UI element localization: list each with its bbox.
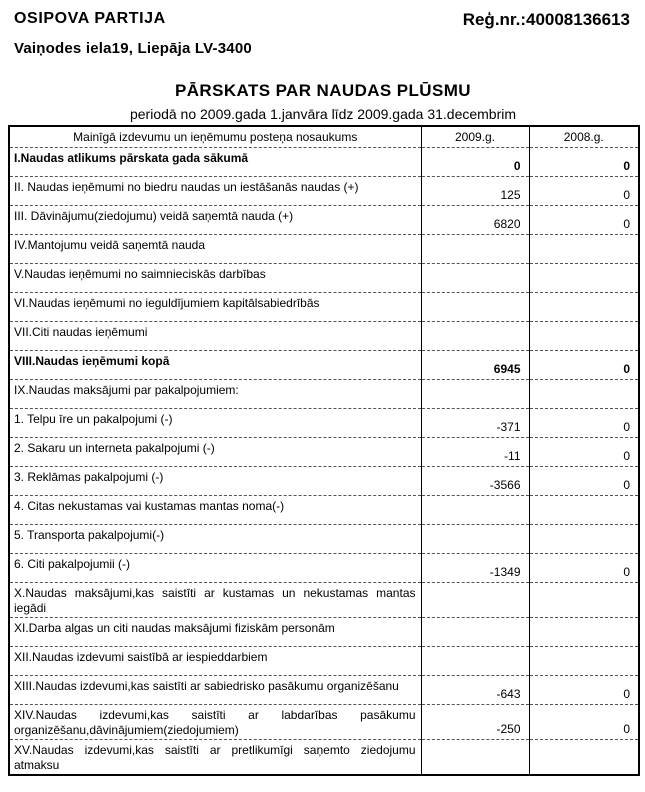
row-value-2008: 0: [529, 676, 639, 705]
row-value-2009: [421, 740, 529, 776]
table-row: [9, 264, 639, 293]
row-label: VI.Naudas ieņēmumi no ieguldījumiem kapitālsabiedrībās: [9, 293, 421, 322]
row-value-2008: [529, 647, 639, 676]
row-value-2009: [421, 264, 529, 293]
row-label: X.Naudas maksājumi,kas saistīti ar kustamas un nekustamas mantas iegādi: [9, 583, 421, 618]
table-row: [9, 618, 639, 647]
table-row: [9, 583, 639, 618]
row-value-2009: [421, 496, 529, 525]
row-value-2009: -371: [421, 409, 529, 438]
row-value-2008: [529, 235, 639, 264]
column-header-item-name: Mainīgā izdevumu un ieņēmumu posteņa nosaukums: [9, 126, 421, 148]
row-value-2008: 0: [529, 206, 639, 235]
row-value-2009: [421, 293, 529, 322]
row-label: IX.Naudas maksājumi par pakalpojumiem:: [9, 380, 421, 409]
row-value-2009: [421, 647, 529, 676]
row-value-2008: [529, 525, 639, 554]
table-row: [9, 351, 639, 380]
row-label: I.Naudas atlikums pārskata gada sākumā: [9, 148, 421, 177]
row-label: 1. Telpu īre un pakalpojumi (-): [9, 409, 421, 438]
row-value-2008: [529, 293, 639, 322]
row-value-2008: 0: [529, 705, 639, 740]
table-row: [9, 322, 639, 351]
row-value-2008: [529, 264, 639, 293]
row-value-2009: [421, 380, 529, 409]
cash-flow-table: [8, 125, 640, 776]
row-label: XIV.Naudas izdevumi,kas saistīti ar labdarības pasākumu organizēšanu,dāvinājumiem(ziedojumiem): [9, 705, 421, 740]
row-value-2009: [421, 525, 529, 554]
row-value-2008: 0: [529, 438, 639, 467]
row-value-2008: 0: [529, 409, 639, 438]
row-value-2009: [421, 322, 529, 351]
row-value-2008: [529, 740, 639, 776]
row-value-2008: 0: [529, 351, 639, 380]
row-label: II. Naudas ieņēmumi no biedru naudas un iestāšanās naudas (+): [9, 177, 421, 206]
table-row: [9, 525, 639, 554]
row-value-2009: -11: [421, 438, 529, 467]
table-row: [9, 740, 639, 776]
row-value-2009: -3566: [421, 467, 529, 496]
table-row: [9, 705, 639, 740]
organization-name: OSIPOVA PARTIJA: [14, 10, 166, 27]
column-header-2008: 2008.g.: [529, 126, 639, 148]
row-label: XV.Naudas izdevumi,kas saistīti ar pretlikumīgi saņemto ziedojumu atmaksu: [9, 740, 421, 776]
row-value-2009: [421, 618, 529, 647]
row-value-2008: 0: [529, 467, 639, 496]
row-value-2009: -250: [421, 705, 529, 740]
row-label: III. Dāvinājumu(ziedojumu) veidā saņemtā nauda (+): [9, 206, 421, 235]
report-period-subtitle: periodā no 2009.gada 1.janvāra līdz 2009.gada 31.decembrim: [129, 106, 517, 122]
table-row: [9, 467, 639, 496]
row-label: 2. Sakaru un interneta pakalpojumi (-): [9, 438, 421, 467]
row-value-2009: 6820: [421, 206, 529, 235]
table-row: [9, 554, 639, 583]
row-value-2009: 0: [421, 148, 529, 177]
document-header: [8, 6, 638, 30]
column-header-2009: 2009.g.: [421, 126, 529, 148]
row-label: XIII.Naudas izdevumi,kas saistīti ar sabiedrisko pasākumu organizēšanu: [9, 676, 421, 705]
row-value-2009: -1349: [421, 554, 529, 583]
row-value-2009: 6945: [421, 351, 529, 380]
row-value-2008: [529, 618, 639, 647]
row-label: V.Naudas ieņēmumi no saimnieciskās darbības: [9, 264, 421, 293]
row-value-2008: 0: [529, 554, 639, 583]
row-label: VII.Citi naudas ieņēmumi: [9, 322, 421, 351]
registration-number: Reģ.nr.:40008136613: [462, 10, 630, 29]
organization-address: Vaiņodes iela19, Liepāja LV-3400: [14, 40, 252, 57]
row-label: 3. Reklāmas pakalpojumi (-): [9, 467, 421, 496]
row-value-2008: 0: [529, 177, 639, 206]
row-value-2008: 0: [529, 148, 639, 177]
table-row: [9, 293, 639, 322]
row-value-2008: [529, 322, 639, 351]
table-row: [9, 647, 639, 676]
row-value-2009: 125: [421, 177, 529, 206]
row-label: 5. Transporta pakalpojumi(-): [9, 525, 421, 554]
row-value-2009: [421, 235, 529, 264]
row-label: VIII.Naudas ieņēmumi kopā: [9, 351, 421, 380]
table-row: [9, 206, 639, 235]
row-value-2009: -643: [421, 676, 529, 705]
row-label: 6. Citi pakalpojumii (-): [9, 554, 421, 583]
row-value-2009: [421, 583, 529, 618]
report-title: PĀRSKATS PAR NAUDAS PLŪSMU: [175, 81, 471, 100]
row-label: XII.Naudas izdevumi saistībā ar iespieddarbiem: [9, 647, 421, 676]
table-row: [9, 177, 639, 206]
row-value-2008: [529, 583, 639, 618]
row-value-2008: [529, 380, 639, 409]
table-row: [9, 496, 639, 525]
table-row: [9, 676, 639, 705]
table-row: [9, 148, 639, 177]
row-value-2008: [529, 496, 639, 525]
row-label: IV.Mantojumu veidā saņemtā nauda: [9, 235, 421, 264]
table-header-row: [9, 126, 639, 148]
table-row: [9, 438, 639, 467]
row-label: XI.Darba algas un citi naudas maksājumi fiziskām personām: [9, 618, 421, 647]
table-row: [9, 409, 639, 438]
table-row: [9, 235, 639, 264]
row-label: 4. Citas nekustamas vai kustamas mantas noma(-): [9, 496, 421, 525]
table-row: [9, 380, 639, 409]
